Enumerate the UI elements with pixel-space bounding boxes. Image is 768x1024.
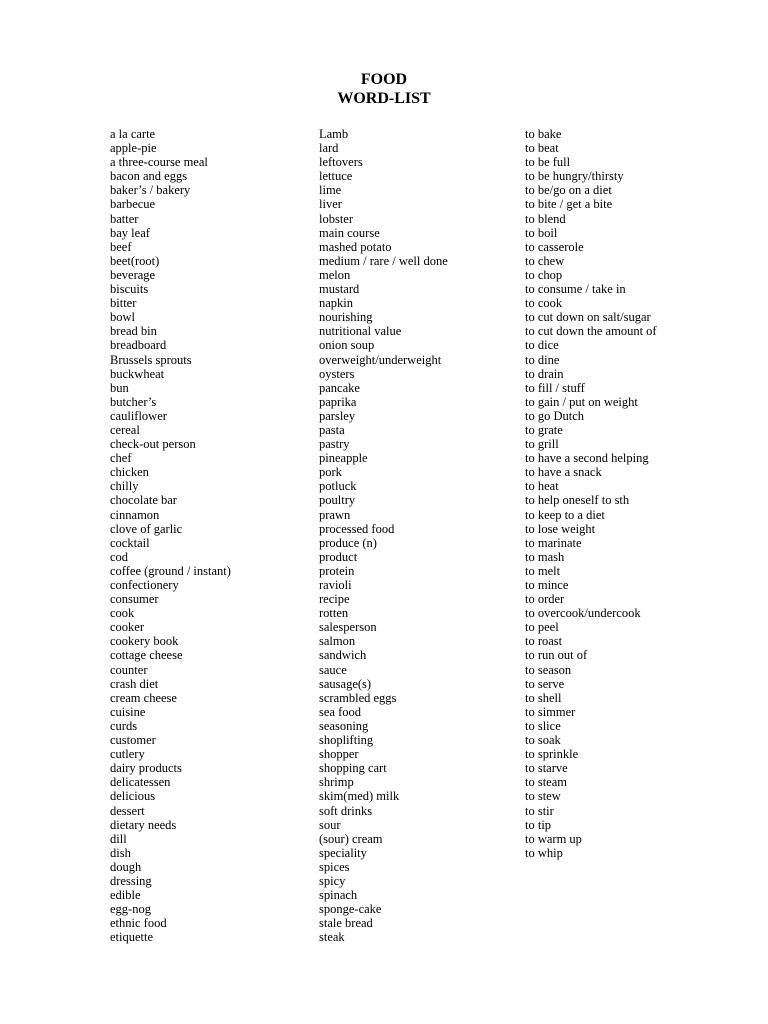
word-list-item: to simmer bbox=[525, 704, 576, 719]
word-list-item: to consume / take in bbox=[525, 282, 626, 297]
word-list-item: to sprinkle bbox=[525, 747, 579, 762]
word-list-item: shoplifting bbox=[319, 733, 374, 748]
word-list-item: cocktail bbox=[110, 535, 150, 550]
word-list-item: to slice bbox=[525, 718, 561, 733]
word-list-item: dish bbox=[110, 845, 131, 860]
word-list-item: salesperson bbox=[319, 620, 377, 635]
word-list-item: lobster bbox=[319, 211, 354, 226]
word-list-item: chef bbox=[110, 451, 132, 466]
word-list-item: sponge-cake bbox=[319, 902, 382, 917]
word-list-item: cuisine bbox=[110, 704, 146, 719]
word-list-item: lime bbox=[319, 183, 342, 198]
word-list-item: to keep to a diet bbox=[525, 507, 605, 522]
word-list-item: to be hungry/thirsty bbox=[525, 169, 624, 184]
word-list-item: processed food bbox=[319, 521, 395, 536]
word-list-item: leftovers bbox=[319, 155, 363, 170]
word-list-item: to casserole bbox=[525, 239, 584, 254]
word-list-item: to grate bbox=[525, 422, 563, 437]
word-list-item: dressing bbox=[110, 873, 152, 888]
word-list-item: dough bbox=[110, 859, 142, 874]
word-list-item: overweight/underweight bbox=[319, 352, 442, 367]
word-list-item: protein bbox=[319, 563, 355, 578]
word-list-item: recipe bbox=[319, 592, 350, 607]
word-list-item: bacon and eggs bbox=[110, 169, 188, 184]
word-list-item: shrimp bbox=[319, 775, 354, 790]
word-list-item: dessert bbox=[110, 803, 145, 818]
word-list-item: mustard bbox=[319, 282, 360, 297]
word-column-1 bbox=[110, 127, 231, 944]
word-list-item: to help oneself to sth bbox=[525, 493, 630, 508]
word-list-item: cereal bbox=[110, 422, 140, 437]
word-list-item: dairy products bbox=[110, 761, 182, 776]
word-list-item: to heat bbox=[525, 479, 559, 494]
word-list-item: pineapple bbox=[319, 451, 368, 466]
word-list-item: to dine bbox=[525, 352, 560, 367]
word-list-item: sausage(s) bbox=[319, 676, 372, 691]
word-list-item: to have a second helping bbox=[525, 451, 649, 466]
word-list-item: pancake bbox=[319, 380, 360, 395]
word-list-item: potluck bbox=[319, 479, 357, 494]
word-list-item: consumer bbox=[110, 592, 159, 607]
word-list-item: Lamb bbox=[319, 127, 349, 141]
word-list-item: shopper bbox=[319, 747, 359, 762]
word-list-item: edible bbox=[110, 888, 141, 903]
word-list-item: to roast bbox=[525, 634, 563, 649]
word-list-item: egg-nog bbox=[110, 902, 151, 917]
word-list-item: speciality bbox=[319, 845, 367, 860]
word-list-item: to marinate bbox=[525, 535, 582, 550]
word-list-item: to stew bbox=[525, 789, 561, 804]
word-list-item: bay leaf bbox=[110, 225, 150, 240]
word-list-item: to cook bbox=[525, 296, 563, 311]
word-list-item: poultry bbox=[319, 493, 356, 508]
word-list-item: medium / rare / well done bbox=[319, 253, 448, 268]
word-list-item: to season bbox=[525, 662, 572, 677]
word-list-item: to cut down the amount of bbox=[525, 324, 657, 339]
word-list-item: to tip bbox=[525, 817, 552, 832]
word-list-item: dill bbox=[110, 831, 127, 846]
word-list-item: coffee (ground / instant) bbox=[110, 563, 231, 578]
word-list-item: to peel bbox=[525, 620, 559, 635]
word-list-item: napkin bbox=[319, 296, 354, 311]
word-list-item: oysters bbox=[319, 366, 355, 381]
word-list-item: to mash bbox=[525, 549, 565, 564]
word-list-item: barbecue bbox=[110, 197, 156, 212]
word-list-item: pasta bbox=[319, 422, 345, 437]
word-list-item: to drain bbox=[525, 366, 564, 381]
page-title bbox=[0, 70, 768, 108]
word-list-item: check-out person bbox=[110, 437, 196, 452]
word-list-item: counter bbox=[110, 662, 148, 677]
word-column-3 bbox=[525, 127, 657, 860]
word-list-item: to soak bbox=[525, 733, 561, 748]
word-list-item: nourishing bbox=[319, 310, 373, 325]
word-list-item: skim(med) milk bbox=[319, 789, 400, 804]
title-line-2: WORD-LIST bbox=[337, 90, 431, 107]
word-list-item: bun bbox=[110, 380, 129, 395]
word-list-item: butcher’s bbox=[110, 394, 157, 409]
word-list-item: dietary needs bbox=[110, 817, 177, 832]
word-list-item: breadboard bbox=[110, 338, 167, 353]
word-list-item: melon bbox=[319, 267, 351, 282]
word-list-item: to cut down on salt/sugar bbox=[525, 310, 651, 325]
word-list-item: chocolate bar bbox=[110, 493, 177, 508]
word-list-item: to shell bbox=[525, 690, 562, 705]
word-list-item: product bbox=[319, 549, 358, 564]
word-list-item: main course bbox=[319, 225, 380, 240]
word-list-item: onion soup bbox=[319, 338, 375, 353]
word-list-item: to melt bbox=[525, 563, 561, 578]
word-list-item: to be full bbox=[525, 155, 571, 170]
word-list-item: to have a snack bbox=[525, 465, 602, 480]
word-list-item: seasoning bbox=[319, 718, 369, 733]
word-list-item: cream cheese bbox=[110, 690, 177, 705]
word-list-item: to dice bbox=[525, 338, 559, 353]
word-list-item: ethnic food bbox=[110, 916, 167, 931]
word-list-item: baker’s / bakery bbox=[110, 183, 191, 198]
word-list-item: to bake bbox=[525, 127, 562, 141]
word-list-item: to grill bbox=[525, 437, 559, 452]
word-list-item: beverage bbox=[110, 267, 156, 282]
word-list-item: salmon bbox=[319, 634, 356, 649]
word-list-item: prawn bbox=[319, 507, 351, 522]
word-list-item: to blend bbox=[525, 211, 566, 226]
word-list-item: sauce bbox=[319, 662, 347, 677]
word-list-item: to stir bbox=[525, 803, 554, 818]
word-list-item: delicatessen bbox=[110, 775, 171, 790]
word-list-item: cottage cheese bbox=[110, 648, 183, 663]
word-list-item: a la carte bbox=[110, 127, 156, 141]
word-list-item: curds bbox=[110, 718, 138, 733]
word-list-item: cook bbox=[110, 606, 135, 621]
word-list-item: bowl bbox=[110, 310, 135, 325]
word-list-item: pastry bbox=[319, 437, 350, 452]
word-list-item: to starve bbox=[525, 761, 568, 776]
word-list-item: a three-course meal bbox=[110, 155, 208, 170]
word-list-item: to order bbox=[525, 592, 565, 607]
word-list-item: cutlery bbox=[110, 747, 145, 762]
word-list-item: to fill / stuff bbox=[525, 380, 585, 395]
word-list-item: to whip bbox=[525, 845, 563, 860]
word-list-item: bitter bbox=[110, 296, 137, 311]
word-list-item: to serve bbox=[525, 676, 565, 691]
word-list-item: chilly bbox=[110, 479, 139, 494]
word-list-item: to mince bbox=[525, 578, 569, 592]
word-list-item: spicy bbox=[319, 873, 346, 888]
word-list-item: pork bbox=[319, 465, 342, 480]
word-list-item: bread bin bbox=[110, 324, 157, 339]
word-list-item: cod bbox=[110, 549, 129, 564]
word-list-item: confectionery bbox=[110, 578, 179, 592]
word-list-item: customer bbox=[110, 733, 156, 748]
word-list-item: clove of garlic bbox=[110, 521, 183, 536]
word-list-item: to overcook/undercook bbox=[525, 606, 641, 621]
word-list-item: to boil bbox=[525, 225, 558, 240]
word-list-item: etiquette bbox=[110, 930, 154, 945]
title-line-1: FOOD bbox=[360, 71, 408, 88]
word-list-item: beet(root) bbox=[110, 253, 160, 268]
word-list-item: paprika bbox=[319, 394, 357, 409]
word-list-item: rotten bbox=[319, 606, 349, 621]
word-list-item: cinnamon bbox=[110, 507, 160, 522]
word-list-item: to beat bbox=[525, 141, 559, 156]
word-list-item: scrambled eggs bbox=[319, 690, 397, 705]
word-list-item: biscuits bbox=[110, 282, 149, 297]
word-list-item: shopping cart bbox=[319, 761, 387, 776]
word-list-item: to be/go on a diet bbox=[525, 183, 612, 198]
word-list-item: beef bbox=[110, 239, 132, 254]
word-list-item: stale bread bbox=[319, 916, 373, 931]
word-list-item: to run out of bbox=[525, 648, 588, 663]
word-list-item: to go Dutch bbox=[525, 408, 585, 423]
word-list-item: sandwich bbox=[319, 648, 367, 663]
word-list-item: lard bbox=[319, 141, 339, 156]
word-list-item: sea food bbox=[319, 704, 361, 719]
word-list-item: spinach bbox=[319, 888, 358, 903]
word-list-item: to chew bbox=[525, 253, 565, 268]
word-list-item: mashed potato bbox=[319, 239, 392, 254]
word-list-item: to gain / put on weight bbox=[525, 394, 638, 409]
word-list-item: (sour) cream bbox=[319, 831, 383, 846]
word-list-item: to chop bbox=[525, 267, 563, 282]
word-list-item: liver bbox=[319, 197, 342, 212]
word-list-item: chicken bbox=[110, 465, 149, 480]
word-list-item: cooker bbox=[110, 620, 145, 635]
word-list-item: cookery book bbox=[110, 634, 179, 649]
word-list-item: ravioli bbox=[319, 578, 352, 592]
word-list-item: crash diet bbox=[110, 676, 159, 691]
word-list-item: produce (n) bbox=[319, 535, 377, 550]
word-list-item: parsley bbox=[319, 408, 356, 423]
word-list-item: soft drinks bbox=[319, 803, 373, 818]
word-list-item: batter bbox=[110, 211, 139, 226]
word-list-item: nutritional value bbox=[319, 324, 402, 339]
word-list-item: to warm up bbox=[525, 831, 582, 846]
word-list-item: steak bbox=[319, 930, 345, 945]
word-list-item: buckwheat bbox=[110, 366, 165, 381]
word-list-item: sour bbox=[319, 817, 341, 832]
word-list-item: Brussels sprouts bbox=[110, 352, 192, 367]
word-column-2 bbox=[319, 127, 448, 944]
word-list-item: to bite / get a bite bbox=[525, 197, 613, 212]
word-list-item: lettuce bbox=[319, 169, 353, 184]
word-list-item: cauliflower bbox=[110, 408, 167, 423]
word-list-item: spices bbox=[319, 859, 350, 874]
word-list-item: apple-pie bbox=[110, 141, 157, 156]
word-list-item: to lose weight bbox=[525, 521, 596, 536]
word-list-item: to steam bbox=[525, 775, 568, 790]
word-list-item: delicious bbox=[110, 789, 156, 804]
